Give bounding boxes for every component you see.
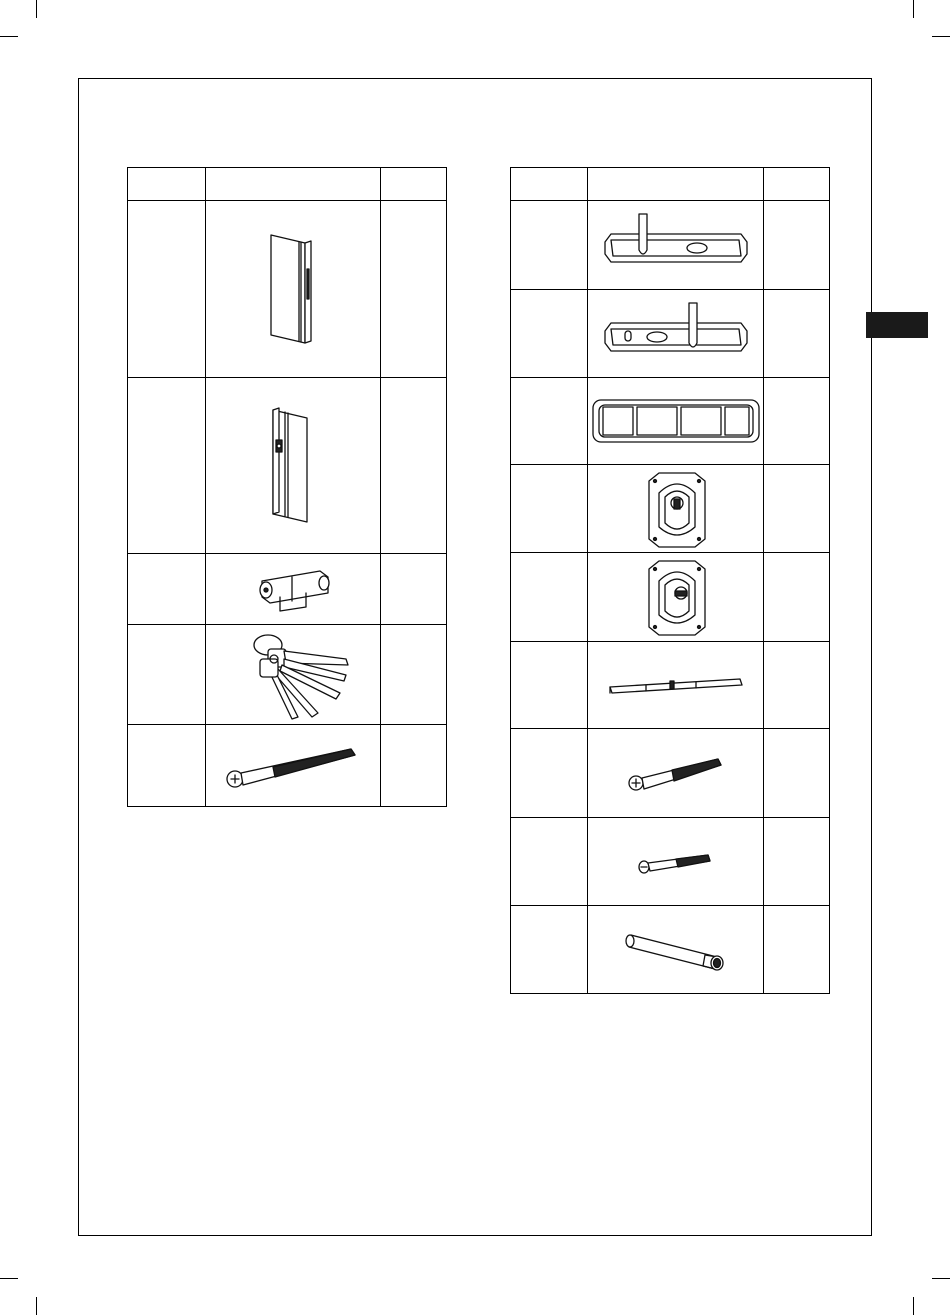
door-panel-icon: [263, 229, 323, 349]
part-image-cell: [206, 725, 380, 807]
part-image-cell: [588, 642, 763, 728]
long-screw-icon: [223, 741, 363, 791]
part-image-cell: [206, 625, 380, 724]
part-image-cell: [588, 818, 763, 905]
handle-plate-left-icon: [601, 210, 751, 280]
part-image-cell: [588, 906, 763, 994]
header-qty-cell: [764, 168, 830, 200]
parts-table-right: [510, 167, 830, 994]
lock-cylinder-icon: [248, 563, 338, 615]
header-image-cell: [206, 168, 380, 200]
part-image-cell: [588, 729, 763, 817]
part-image-cell: [588, 553, 763, 641]
door-panel-with-lock-icon: [263, 404, 323, 528]
part-number-cell: [511, 729, 587, 817]
parts-table-left: [127, 167, 447, 807]
short-screw-icon: [636, 847, 716, 877]
crop-mark: [913, 1297, 914, 1315]
medium-screw-icon: [626, 751, 726, 795]
part-number-cell: [511, 201, 587, 289]
crop-mark: [36, 0, 37, 18]
header-part-cell: [128, 168, 205, 200]
gasket-frame-icon: [591, 396, 761, 446]
header-qty-cell: [381, 168, 447, 200]
handle-plate-right-icon: [601, 299, 751, 369]
crop-mark: [0, 36, 18, 37]
part-number-cell: [511, 553, 587, 641]
part-image-cell: [206, 378, 380, 553]
key-set-icon: [228, 629, 358, 721]
part-number-cell: [511, 906, 587, 994]
section-tab: [866, 312, 928, 338]
part-image-cell: [206, 201, 380, 377]
part-number-cell: [128, 201, 205, 377]
part-image-cell: [588, 465, 763, 552]
crop-mark: [0, 1278, 18, 1279]
crop-mark: [932, 36, 950, 37]
part-image-cell: [206, 554, 380, 624]
escutcheon-plate-alt-icon: [643, 557, 709, 637]
part-number-cell: [128, 625, 205, 724]
part-number-cell: [511, 465, 587, 552]
part-number-cell: [511, 818, 587, 905]
part-image-cell: [588, 378, 763, 464]
part-number-cell: [128, 725, 205, 807]
crop-mark: [932, 1278, 950, 1279]
part-image-cell: [588, 201, 763, 289]
crop-mark: [913, 0, 914, 18]
header-part-cell: [511, 168, 587, 200]
part-number-cell: [511, 290, 587, 377]
part-number-cell: [511, 378, 587, 464]
part-image-cell: [588, 290, 763, 377]
part-number-cell: [511, 642, 587, 728]
part-number-cell: [128, 554, 205, 624]
escutcheon-plate-icon: [643, 469, 709, 549]
spindle-bar-icon: [606, 665, 746, 705]
crop-mark: [36, 1297, 37, 1315]
tube-sleeve-icon: [621, 925, 731, 975]
part-number-cell: [128, 378, 205, 553]
header-image-cell: [588, 168, 763, 200]
